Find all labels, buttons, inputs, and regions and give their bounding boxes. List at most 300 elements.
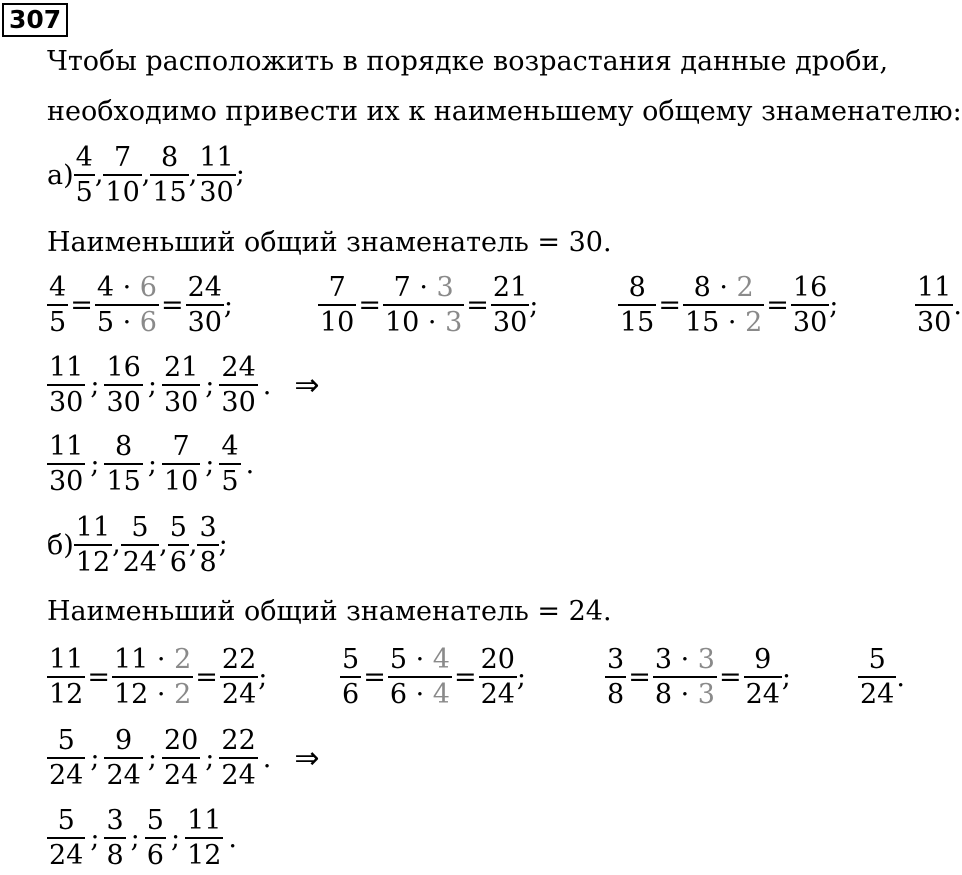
fraction-bar: [162, 384, 200, 386]
multiplier: 6: [139, 272, 157, 303]
numerator: [95, 273, 159, 302]
numerator: [340, 645, 361, 674]
denominator: [653, 680, 717, 709]
denominator: [219, 388, 257, 417]
text: 5: [169, 512, 187, 543]
fraction-bar: [47, 757, 85, 759]
punctuation: ,: [188, 528, 198, 560]
multiply-sign: ·: [148, 644, 175, 675]
text: 24: [49, 840, 84, 871]
fraction-bar: [219, 757, 257, 759]
text: 15: [106, 466, 141, 497]
fraction: [162, 353, 200, 417]
punctuation: ;: [218, 528, 228, 560]
denominator: [150, 178, 188, 207]
multiplier: 4: [432, 644, 450, 675]
text: 5: [49, 307, 67, 338]
part-b-label: б): [47, 529, 74, 561]
text: 24: [221, 352, 256, 383]
punctuation: .: [262, 742, 272, 774]
numerator: [47, 645, 85, 674]
multiplier: 3: [697, 679, 715, 710]
punctuation: .: [953, 289, 962, 321]
fraction-bar: [162, 463, 200, 465]
denominator: [47, 467, 85, 496]
denominator: [95, 308, 159, 337]
text: 24: [187, 272, 222, 303]
text: 24: [745, 679, 780, 710]
text: 4: [75, 142, 93, 173]
text: 30: [199, 177, 234, 208]
denominator: [683, 308, 764, 337]
denominator: [479, 680, 517, 709]
text: 7: [114, 142, 132, 173]
text: 16: [106, 352, 141, 383]
numerator: [479, 645, 517, 674]
text: 5: [389, 644, 407, 675]
fraction: [162, 432, 200, 496]
fraction-bar: [683, 304, 764, 306]
numerator: [491, 273, 529, 302]
equals-sign: =: [453, 661, 477, 693]
fraction: [791, 273, 829, 337]
fraction: [104, 432, 142, 496]
multiplier: 2: [745, 307, 763, 338]
equals-sign: =: [195, 661, 218, 693]
denominator: [112, 680, 193, 709]
text: 8: [693, 272, 711, 303]
text: 10: [163, 466, 199, 497]
expanded-fraction: [653, 645, 717, 709]
text: 30: [49, 387, 84, 418]
denominator: [744, 680, 782, 709]
text: 7: [393, 272, 411, 303]
denominator: [162, 467, 200, 496]
expanded-fraction: [388, 645, 452, 709]
punctuation: ;: [147, 742, 157, 774]
fraction-bar: [162, 757, 200, 759]
fraction: [915, 273, 953, 337]
text: 11: [187, 805, 222, 836]
fraction-bar: [491, 304, 529, 306]
denominator: [145, 841, 166, 870]
text: 5: [96, 307, 114, 338]
fraction-bar: [104, 757, 142, 759]
text: 9: [754, 644, 772, 675]
numerator: [171, 432, 192, 461]
numerator: [653, 645, 717, 674]
punctuation: ;: [258, 661, 268, 693]
multiplier: 4: [432, 679, 450, 710]
denominator: [791, 308, 829, 337]
text: 24: [221, 760, 256, 791]
denominator: [197, 548, 218, 577]
denominator: [340, 680, 361, 709]
numerator: [104, 806, 125, 835]
part-b-conversion-2: [340, 645, 526, 709]
fraction: [104, 353, 142, 417]
denominator: [618, 308, 656, 337]
punctuation: ;: [147, 369, 157, 401]
fraction-bar: [103, 174, 141, 176]
equals-sign: =: [628, 661, 651, 693]
text: 11: [199, 142, 234, 173]
part-a-common-denominator-list: [47, 353, 320, 417]
fraction: [491, 273, 529, 337]
multiplier: 3: [436, 272, 454, 303]
denominator: [168, 548, 189, 577]
equals-sign: =: [466, 289, 489, 321]
part-b-given-list: [74, 513, 228, 577]
fraction-bar: [220, 676, 258, 678]
part-b-conversion-3: [605, 645, 791, 709]
denominator: [104, 388, 142, 417]
fraction-bar: [219, 384, 257, 386]
fraction: [858, 645, 896, 709]
text: 15: [684, 307, 720, 338]
denominator: [104, 467, 142, 496]
fraction-bar: [74, 544, 112, 546]
multiply-sign: ·: [672, 679, 698, 710]
numerator: [867, 645, 888, 674]
numerator: [113, 432, 134, 461]
fraction-bar: [185, 837, 223, 839]
text: 11: [49, 431, 84, 462]
fraction: [220, 645, 258, 709]
part-b-lcd: Наименьший общий знаменатель = 24.: [47, 596, 612, 627]
text: 8: [160, 142, 179, 173]
fraction: [121, 513, 159, 577]
numerator: [104, 353, 142, 382]
fraction-bar: [605, 676, 626, 678]
fraction: [162, 726, 200, 790]
fraction: [145, 806, 166, 870]
text: 3: [199, 512, 217, 543]
fraction: [47, 806, 85, 870]
equals-sign: =: [160, 289, 184, 321]
fraction-bar: [618, 304, 656, 306]
denominator: [219, 761, 257, 790]
numerator: [605, 645, 626, 674]
text: 5: [57, 725, 75, 756]
punctuation: ;: [516, 661, 527, 693]
fraction: [479, 645, 517, 709]
numerator: [186, 273, 224, 302]
denominator: [121, 548, 159, 577]
text: 24: [49, 760, 84, 791]
text: 24: [860, 679, 895, 710]
part-b-given-fractions: [47, 513, 228, 577]
fraction: [219, 353, 257, 417]
denominator: [197, 178, 235, 207]
numerator: [47, 432, 85, 461]
fraction-bar: [168, 544, 189, 546]
punctuation: ;: [235, 158, 245, 190]
fraction-bar: [383, 304, 464, 306]
fraction: [150, 143, 188, 207]
numerator: [185, 806, 223, 835]
text: 12: [113, 679, 149, 710]
denominator: [74, 178, 95, 207]
fraction: [47, 432, 85, 496]
text: 5: [342, 644, 360, 675]
fraction: [74, 143, 95, 207]
text: 15: [620, 307, 655, 338]
multiply-sign: ·: [719, 307, 746, 338]
text: 3: [106, 805, 124, 836]
text: 22: [221, 644, 257, 675]
part-b-common-denominator-list: [47, 726, 320, 790]
text: 24: [480, 679, 515, 710]
fraction: [186, 273, 224, 337]
numerator: [692, 273, 756, 302]
denominator: [185, 841, 223, 870]
denominator: [162, 388, 200, 417]
numerator: [197, 513, 218, 542]
equals-sign: =: [358, 289, 381, 321]
punctuation: ;: [90, 448, 100, 480]
text: 11: [75, 512, 111, 543]
part-a-conversion-1: [47, 273, 233, 337]
text: 6: [342, 679, 360, 710]
text: 30: [163, 387, 199, 418]
fraction-bar: [47, 384, 85, 386]
numerator: [159, 143, 180, 172]
fraction: [104, 726, 142, 790]
expanded-fraction: [95, 273, 159, 337]
multiplier: 3: [445, 307, 463, 338]
denominator: [47, 761, 85, 790]
numerator: [129, 513, 150, 542]
intro-line-1: Чтобы расположить в порядке возрастания данные дроби,: [47, 46, 889, 77]
multiply-sign: ·: [710, 272, 737, 303]
text: 8: [199, 547, 217, 578]
fraction: [340, 645, 361, 709]
text: 6: [389, 679, 407, 710]
numerator: [47, 273, 68, 302]
multiplier: 2: [174, 644, 192, 675]
denominator: [220, 680, 258, 709]
multiply-sign: ·: [114, 307, 140, 338]
numerator: [392, 273, 456, 302]
punctuation: .: [245, 448, 255, 480]
denominator: [104, 841, 125, 870]
fraction-bar: [104, 463, 142, 465]
denominator: [915, 308, 953, 337]
fraction-bar: [197, 174, 235, 176]
fraction-bar: [95, 304, 159, 306]
denominator: [47, 680, 85, 709]
text: 3: [654, 644, 672, 675]
punctuation: ;: [90, 369, 100, 401]
fraction-bar: [858, 676, 896, 678]
denominator: [858, 680, 896, 709]
equals-sign: =: [70, 289, 93, 321]
numerator: [388, 645, 452, 674]
multiplier: 2: [736, 272, 754, 303]
text: 12: [49, 679, 84, 710]
fraction-bar: [388, 676, 452, 678]
numerator: [752, 645, 773, 674]
fraction: [47, 645, 85, 709]
multiplier: 6: [139, 307, 157, 338]
punctuation: ;: [829, 289, 839, 321]
punctuation: ;: [205, 742, 215, 774]
text: 10: [105, 177, 140, 208]
fraction-bar: [47, 463, 85, 465]
text: 30: [187, 307, 222, 338]
fraction: [103, 143, 141, 207]
fraction: [168, 513, 189, 577]
denominator: [388, 680, 452, 709]
multiply-sign: ·: [407, 644, 433, 675]
fraction-bar: [915, 304, 953, 306]
text: 30: [221, 387, 256, 418]
fraction: [185, 806, 223, 870]
numerator: [74, 143, 95, 172]
numerator: [627, 273, 648, 302]
punctuation: ;: [147, 448, 157, 480]
text: 11: [49, 352, 84, 383]
fraction: [605, 645, 626, 709]
text: 5: [868, 644, 886, 675]
text: 15: [152, 177, 187, 208]
text: 4: [49, 272, 67, 303]
numerator: [220, 645, 258, 674]
punctuation: .: [262, 369, 272, 401]
fraction: [618, 273, 656, 337]
equals-sign: =: [87, 661, 110, 693]
text: 11: [113, 644, 149, 675]
numerator: [327, 273, 348, 302]
part-a-ordered-list: [47, 432, 259, 496]
numerator: [219, 353, 257, 382]
punctuation: ;: [130, 822, 140, 854]
text: 20: [163, 725, 199, 756]
text: 7: [172, 431, 190, 462]
denominator: [103, 178, 141, 207]
part-a-given-fractions: [47, 143, 245, 207]
text: 5: [75, 177, 93, 208]
fraction-bar: [744, 676, 782, 678]
fraction-bar: [653, 676, 717, 678]
text: 8: [106, 840, 124, 871]
punctuation: ;: [90, 822, 100, 854]
fraction: [197, 513, 218, 577]
text: 30: [49, 466, 84, 497]
part-b-ordered-list: [47, 806, 242, 870]
numerator: [47, 353, 85, 382]
fraction-bar: [47, 304, 68, 306]
part-b-conversion-1: [47, 645, 267, 709]
punctuation: ,: [188, 158, 198, 190]
multiply-sign: ·: [672, 644, 698, 675]
text: 24: [221, 679, 257, 710]
denominator: [318, 308, 356, 337]
expanded-fraction: [383, 273, 464, 337]
text: 5: [221, 466, 239, 497]
part-a-label: а): [47, 159, 74, 191]
text: 12: [75, 547, 111, 578]
text: 6: [146, 840, 164, 871]
text: 8: [654, 679, 672, 710]
punctuation: ,: [159, 528, 168, 560]
text: 11: [49, 644, 84, 675]
text: 30: [917, 307, 952, 338]
numerator: [219, 432, 240, 461]
denominator: [47, 308, 68, 337]
punctuation: ;: [205, 448, 215, 480]
punctuation: ,: [112, 528, 121, 560]
fraction-bar: [104, 384, 142, 386]
fraction-bar: [145, 837, 166, 839]
multiplier: 2: [174, 679, 192, 710]
fraction: [74, 513, 112, 577]
equals-sign: =: [766, 289, 789, 321]
multiply-sign: ·: [407, 679, 433, 710]
fraction-bar: [121, 544, 159, 546]
fraction: [47, 726, 85, 790]
numerator: [112, 143, 133, 172]
denominator: [162, 761, 200, 790]
punctuation: ,: [94, 158, 104, 190]
multiplier: 3: [697, 644, 715, 675]
text: 30: [106, 387, 141, 418]
implies-arrow: ⇒: [294, 367, 320, 403]
numerator: [145, 806, 166, 835]
equals-sign: =: [658, 289, 681, 321]
text: 4: [96, 272, 114, 303]
fraction-bar: [318, 304, 356, 306]
punctuation: ;: [90, 742, 100, 774]
denominator: [104, 761, 142, 790]
fraction-bar: [479, 676, 517, 678]
numerator: [915, 273, 953, 302]
text: 20: [480, 644, 515, 675]
fraction: [197, 143, 235, 207]
text: 10: [384, 307, 420, 338]
implies-arrow: ⇒: [294, 740, 320, 776]
multiply-sign: ·: [410, 272, 437, 303]
fraction: [219, 726, 257, 790]
expanded-fraction: [683, 273, 764, 337]
numerator: [219, 726, 257, 755]
fraction-bar: [186, 304, 224, 306]
text: 8: [115, 431, 133, 462]
text: 30: [492, 307, 528, 338]
punctuation: ;: [205, 369, 215, 401]
denominator: [491, 308, 529, 337]
fraction-bar: [340, 676, 361, 678]
numerator: [162, 353, 200, 382]
multiply-sign: ·: [419, 307, 446, 338]
equals-sign: =: [363, 661, 386, 693]
fraction-bar: [104, 837, 125, 839]
numerator: [791, 273, 829, 302]
denominator: [186, 308, 224, 337]
part-a-last-fraction: [915, 273, 962, 337]
text: 7: [328, 272, 346, 303]
fraction-bar: [112, 676, 193, 678]
text: 24: [163, 760, 199, 791]
fraction-bar: [47, 837, 85, 839]
text: 9: [115, 725, 133, 756]
text: 8: [628, 272, 646, 303]
text: 8: [607, 679, 625, 710]
problem-number: 307: [2, 3, 68, 37]
denominator: [605, 680, 626, 709]
text: 5: [131, 512, 149, 543]
